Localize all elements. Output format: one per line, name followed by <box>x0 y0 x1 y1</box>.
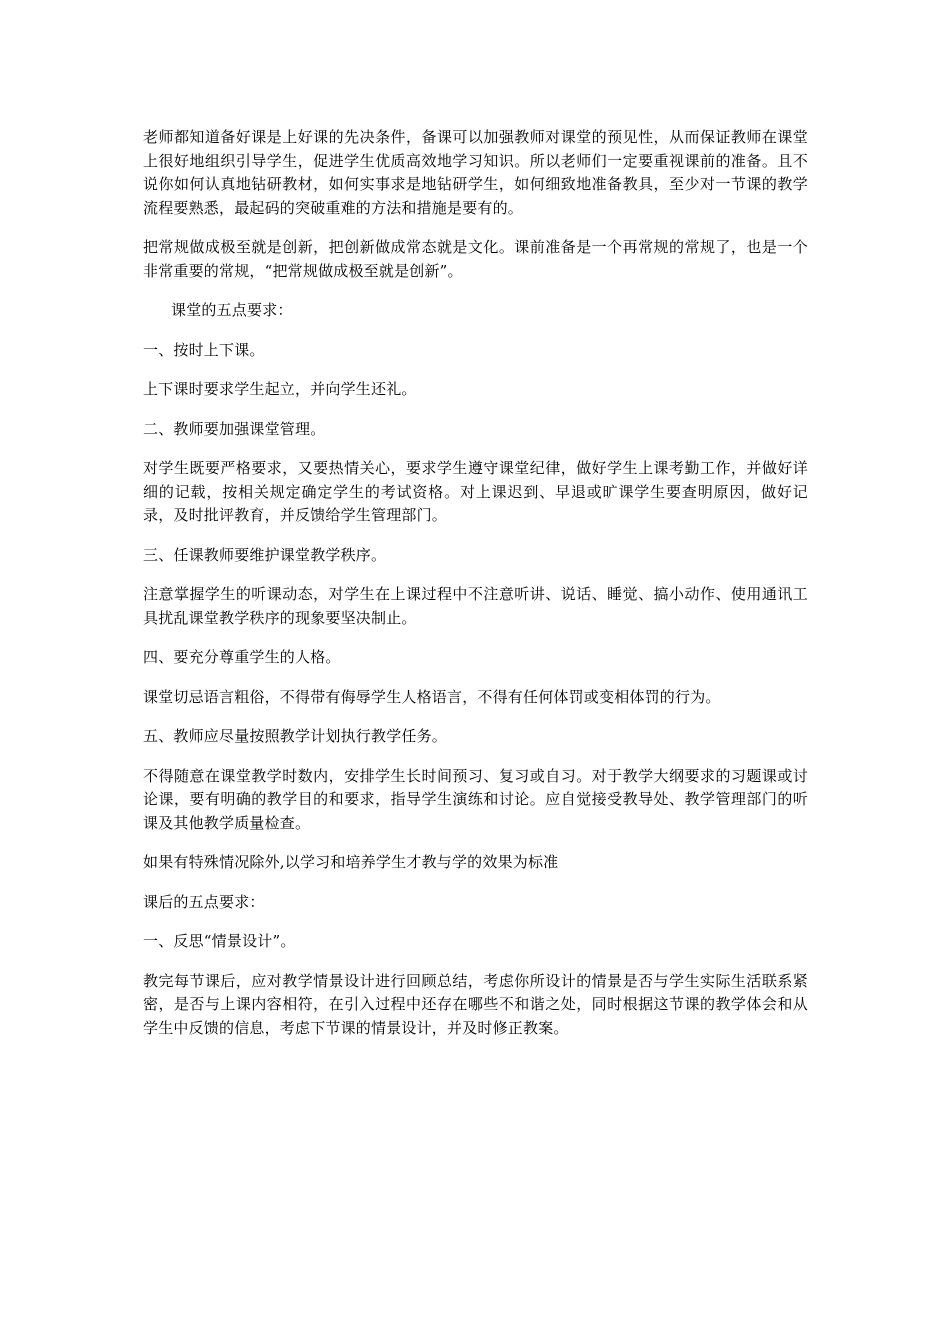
item-heading-3: 三、任课教师要维护课堂教学秩序。 <box>143 545 387 564</box>
document-page <box>143 126 808 1056</box>
paragraph-innovation: 把常规做成极至就是创新，把创新做成常态就是文化。课前准备是一个再常规的常规了，也是一个非常重要的常规，“把常规做成极至就是创新”。 <box>143 238 808 280</box>
item-heading-1: 一、按时上下课。 <box>143 340 265 359</box>
paragraph-intro: 老师都知道备好课是上好课的先决条件，备课可以加强教师对课堂的预见性，从而保证教师在课堂上很好地组织引导学生，促进学生优质高效地学习知识。所以老师们一定要重视课前的准备。且不说你如何认真地钻研教材，如何实事求是地钻研学生，如何细致地准备教具，至少对一节课的教学流程要熟悉，最起码的突破重难的方法和措施是要有的。 <box>143 128 808 217</box>
after-item-heading-1: 一、反思“情景设计”。 <box>143 932 296 950</box>
item-heading-2: 二、教师要加强课堂管理。 <box>143 419 326 438</box>
section-heading-after-class: 课后的五点要求： <box>143 892 265 911</box>
item-body-2: 对学生既要严格要求，又要热情关心，要求学生遵守课堂纪律，做好学生上课考勤工作，并做好详细的记载，按相关规定确定学生的考试资格。对上课迟到、早退或旷课学生要查明原因，做好记录，及时批评教育，并反馈给学生管理部门。 <box>143 459 808 524</box>
item-body-4: 课堂切忌语言粗俗，不得带有侮辱学生人格语言，不得有任何体罚或变相体罚的行为。 <box>143 687 721 706</box>
after-item-body-1: 教完每节课后，应对教学情景设计进行回顾总结，考虑你所设计的情景是否与学生实际生活联系紧密，是否与上课内容相符，在引入过程中还存在哪些不和谐之处，同时根据这节课的教学体会和从学生中反馈的信息，考虑下节课的情景设计，并及时修正教案。 <box>143 971 808 1037</box>
special-case-note: 如果有特殊情况除外,以学习和培养学生才教与学的效果为标准 <box>143 853 559 871</box>
item-heading-5: 五、教师应尽量按照教学计划执行教学任务。 <box>143 727 448 745</box>
item-body-3: 注意掌握学生的听课动态，对学生在上课过程中不注意听讲、说话、睡觉、搞小动作、使用通讯工具扰乱课堂教学秩序的现象要坚决制止。 <box>143 585 808 627</box>
item-body-1: 上下课时要求学生起立，并向学生还礼。 <box>143 380 417 398</box>
item-heading-4: 四、要充分尊重学生的人格。 <box>143 648 341 666</box>
item-body-5: 不得随意在课堂教学时数内，安排学生长时间预习、复习或自习。对于教学大纲要求的习题课或讨论课，要有明确的教学目的和要求，指导学生演练和讨论。应自觉接受教导处、教学管理部门的听课及其他教学质量检查。 <box>143 766 808 832</box>
section-heading-classroom: 课堂的五点要求： <box>171 301 293 319</box>
